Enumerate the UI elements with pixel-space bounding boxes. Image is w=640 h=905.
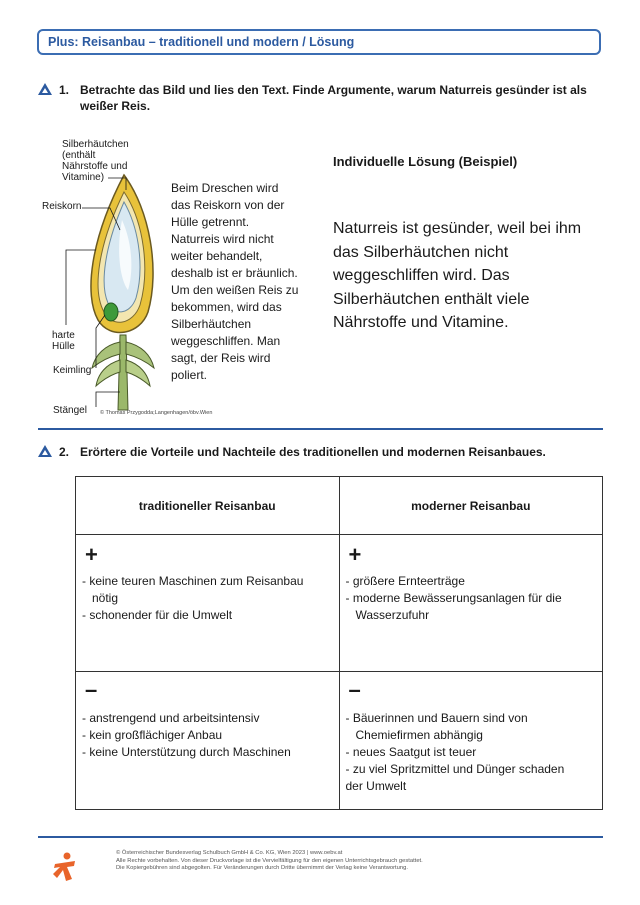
header-modern: moderner Reisanbau — [339, 477, 603, 535]
list-item: Chemiefirmen abhängig — [345, 728, 483, 742]
task1-text: Betrachte das Bild und lies den Text. Finde Argumente, warum Naturreis gesünder ist als weißer Reis. — [80, 83, 587, 113]
task1-number: 1. — [59, 83, 70, 97]
footer-line3: Die Kopiergebühren sind abgegolten. Für Veränderungen durch Dritte übernimmt der Verlag keine Verantwortung. — [116, 865, 408, 871]
solution-heading: Individuelle Lösung (Beispiel) — [333, 154, 518, 169]
label-keimling: Keimling — [53, 365, 92, 376]
page-title: Plus: Reisanbau – traditionell und modern / Lösung — [48, 35, 355, 49]
list-item: - größere Ernteerträge — [345, 574, 465, 588]
comparison-table — [75, 476, 603, 810]
plus-sign: + — [85, 542, 98, 567]
image-credit: © Thomas Przygodda;Langenhagen/öbv.Wien — [100, 410, 213, 416]
list-traditional-plus — [82, 573, 333, 624]
cell-traditional-minus — [76, 672, 339, 809]
cell-traditional-plus — [76, 535, 339, 671]
footer-line2: Alle Rechte vorbehalten. Von dieser Druckvorlage ist die Vervielfältigung für den eigenen Unterrichtsgebrauch gestattet. — [116, 857, 423, 864]
label-huelle: harte Hülle — [52, 330, 75, 352]
list-traditional-minus — [82, 710, 333, 761]
task2-number: 2. — [59, 445, 70, 459]
list-item: nötig — [82, 591, 119, 605]
minus-sign: – — [348, 677, 361, 702]
list-item: - Bäuerinnen und Bauern sind von — [345, 711, 528, 725]
list-item: der Umwelt — [345, 779, 407, 793]
list-item: - moderne Bewässerungsanlagen für die — [345, 591, 562, 605]
cell-modern-minus — [340, 672, 603, 809]
title-box — [37, 29, 601, 55]
difficulty-triangle-icon — [38, 83, 52, 95]
rice-description: Beim Dreschen wird das Reiskorn von der Hülle getrennt. Naturreis wird nicht weiter behandelt, deshalb ist er bräunlich. Um den weißen Reis zu bekommen, wird das Silberhäutchen weggeschliffen. Man sagt, der Reis wird poliert. — [171, 181, 299, 382]
list-item: - anstrengend und arbeitsintensiv — [82, 711, 260, 725]
list-modern-minus — [346, 710, 597, 795]
list-modern-plus — [346, 573, 597, 624]
label-staengel: Stängel — [53, 405, 87, 416]
label-silberhaeutchen: Silberhäutchen (enthält Nährstoffe und Vitamine) — [62, 139, 129, 183]
label-reiskorn: Reiskorn — [42, 201, 82, 212]
solution-text: Naturreis ist gesünder, weil bei ihm das Silberhäutchen nicht weggeschliffen wird. Das Silberhäutchen enthält viele Nährstoffe und Vitamine. — [333, 220, 582, 331]
list-item: - keine Unterstützung durch Maschinen — [82, 745, 291, 759]
task2-text: Erörtere die Vorteile und Nachteile des traditionellen und modernen Reisanbaues. — [80, 445, 546, 459]
plus-sign: + — [348, 542, 362, 567]
list-item: - neues Saatgut ist teuer — [345, 745, 477, 759]
footer-line1: © Österreichischer Bundesverlag Schulbuch GmbH & Co. KG, Wien 2023 | www.oebv.at — [116, 850, 343, 856]
cell-modern-plus — [340, 535, 603, 671]
publisher-logo-icon — [52, 852, 78, 882]
list-item: - schonender für die Umwelt — [82, 608, 233, 622]
list-item: - zu viel Spritzmittel und Dünger schaden — [345, 762, 565, 776]
list-item: - keine teuren Maschinen zum Reisanbau — [82, 574, 304, 588]
minus-sign: – — [85, 677, 98, 702]
header-traditional: traditioneller Reisanbau — [76, 477, 340, 535]
footer-text — [116, 850, 536, 873]
list-item: Wasserzufuhr — [345, 608, 430, 622]
section-divider — [38, 428, 603, 430]
difficulty-triangle-icon — [38, 445, 52, 457]
list-item: - kein großflächiger Anbau — [82, 728, 223, 742]
footer-divider — [38, 836, 603, 838]
